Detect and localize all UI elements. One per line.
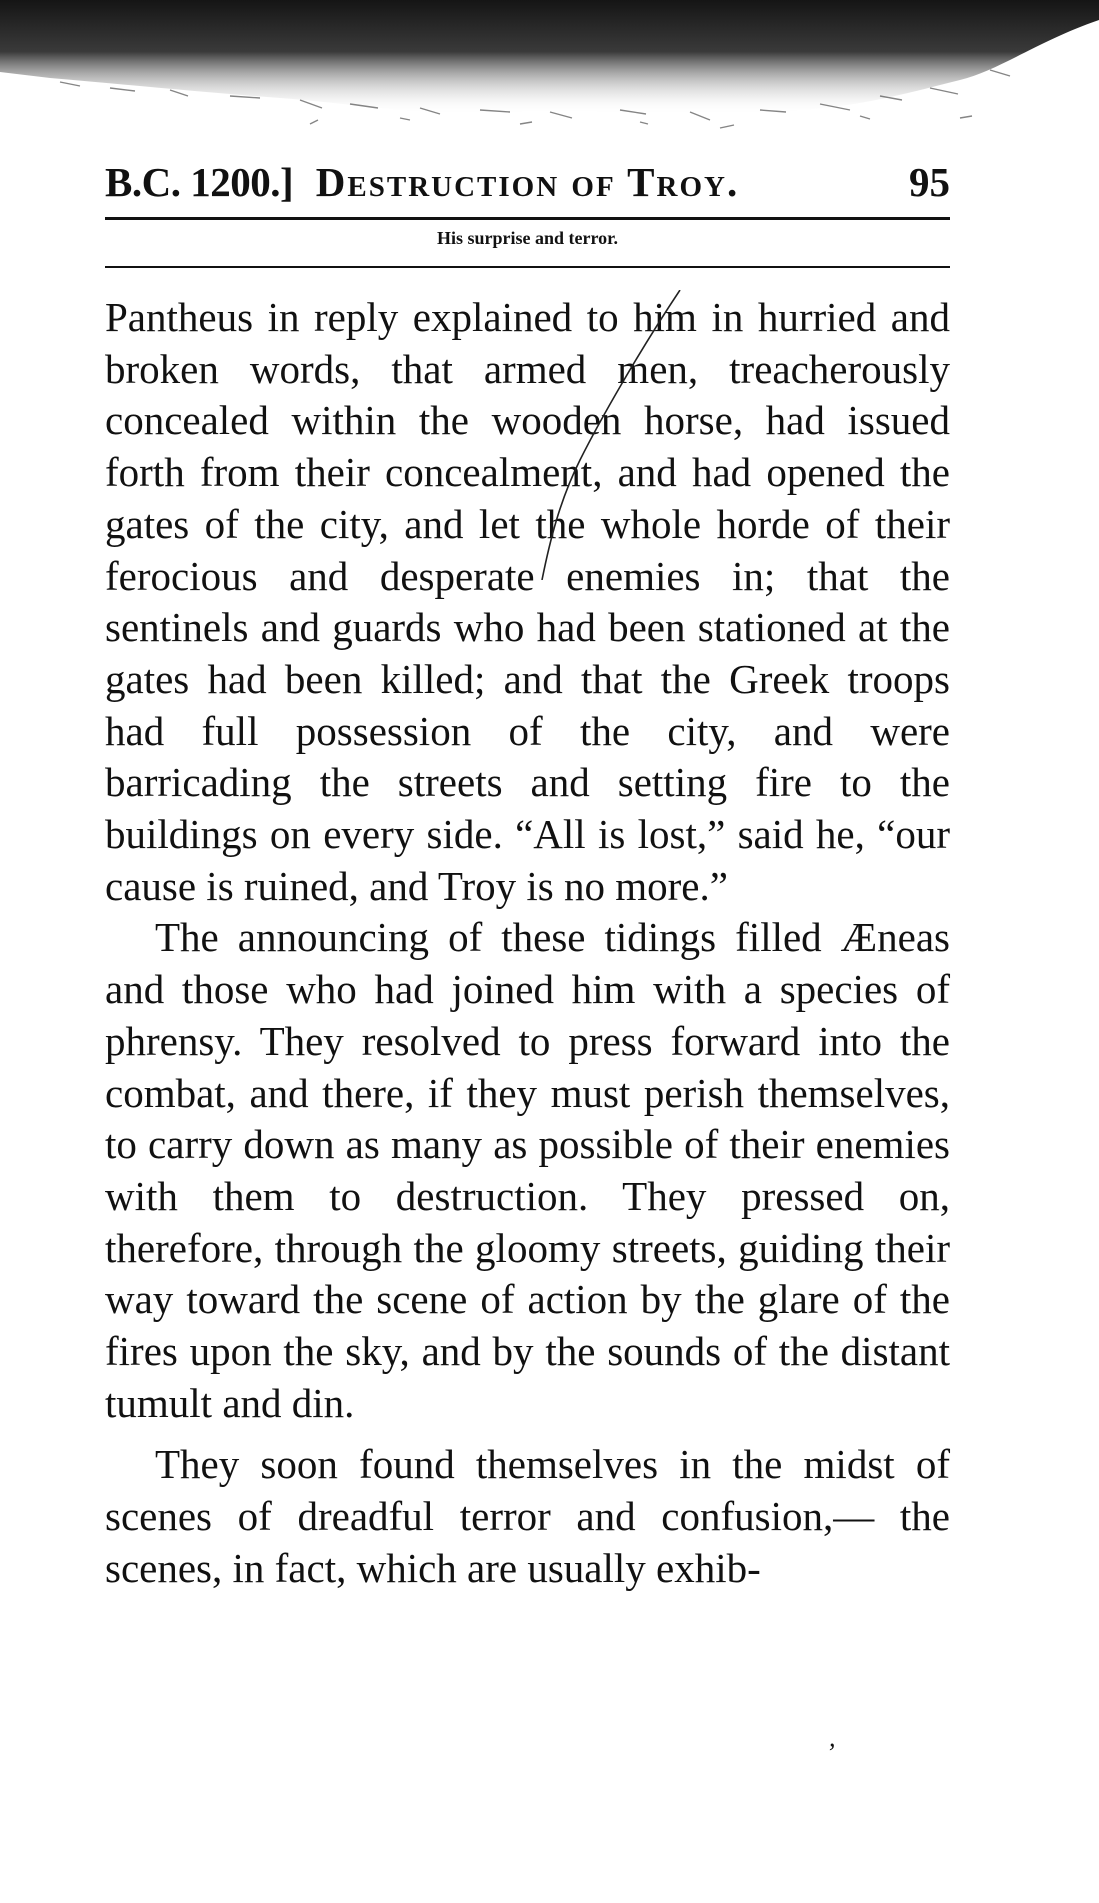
header-rule-bottom (105, 266, 950, 268)
header-rule-top (105, 217, 950, 220)
scan-smudge-top (0, 0, 1099, 135)
stray-mark: ’ (826, 1738, 835, 1767)
pen-stroke-mark (520, 290, 690, 580)
page-number: 95 (909, 159, 950, 205)
running-head-title: Destruction of Troy. (315, 159, 740, 205)
paragraph: Pantheus in reply explained to him in hurried and broken words, that armed men, treacherously concealed within the wooden horse, had issued forth from their concealment, and had opened the gates of the city, and let the whole horde of their ferocious and desperate enemies in; that the sentinels and guards who had been stationed at the gates had been killed; and that the Greek troops had full possession of the city, and were barricading the streets and setting fire to the buildings on every side. “All is lost,” said he, “our cause is ruined, and Troy is no more.” (105, 294, 950, 909)
running-head (105, 158, 950, 210)
section-subhead: His surprise and terror. (436, 228, 618, 248)
paragraph: The announcing of these tidings filled Æneas and those who had joined him with a species of phrensy. They resolved to press forward into the combat, and there, if they must perish themselves, to carry down as many as possible of their enemies with them to destruction. They pressed on, therefore, through the gloomy streets, guiding their way toward the scene of action by the glare of the fires upon the sky, and by the sounds of the distant tumult and din. (105, 914, 950, 1426)
running-head-date: B.C. 1200.] (105, 159, 294, 205)
paragraph: They soon found themselves in the midst of scenes of dreadful terror and confusion,— the scenes, in fact, which are usually exhib- (105, 1441, 950, 1591)
